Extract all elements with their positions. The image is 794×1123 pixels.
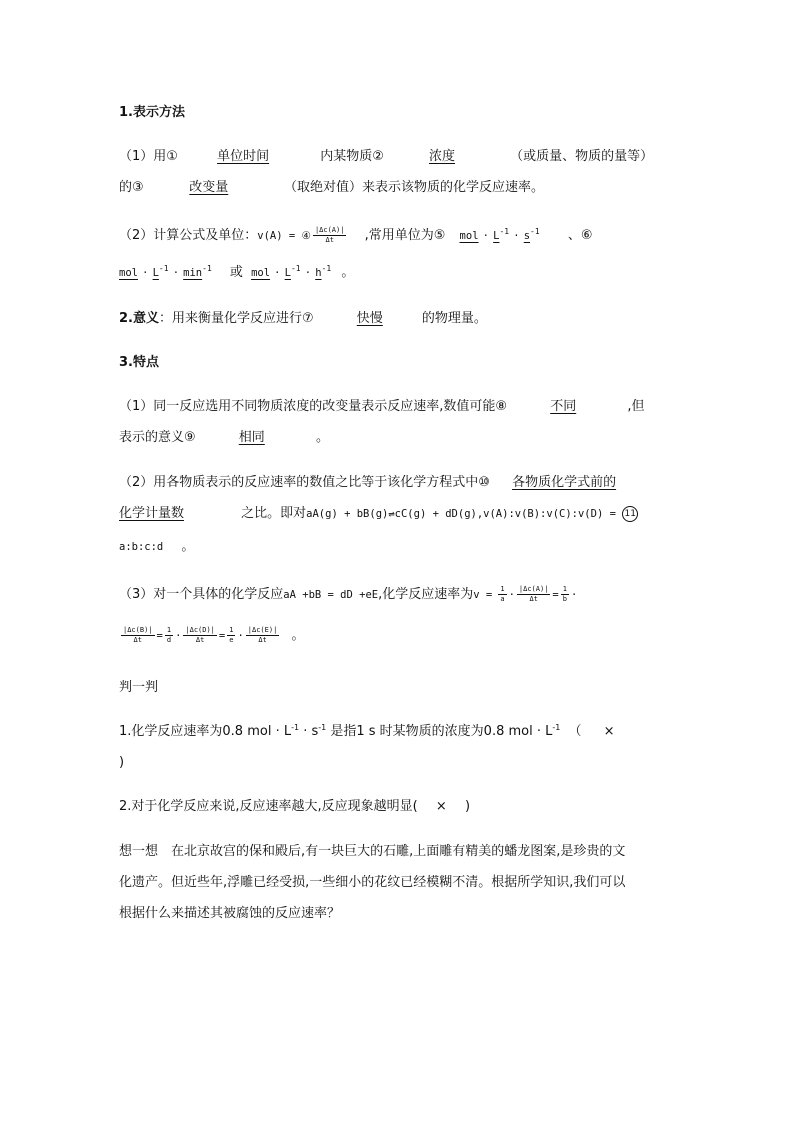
text: （取绝对值）来表示该物质的化学反应速率。 <box>283 180 544 195</box>
denominator: b <box>562 595 567 603</box>
sec1-p2b <box>119 264 354 283</box>
dot: · <box>570 589 578 601</box>
sec3-p3 <box>119 585 577 604</box>
exponent: -1 <box>530 227 540 236</box>
fraction <box>227 626 235 645</box>
text: ,但 <box>627 399 645 414</box>
text: （3）对一个具体的化学反应 <box>119 587 284 602</box>
text: ) <box>464 799 471 814</box>
formula: v(A) = ④ <box>257 230 311 242</box>
text: 内某物质② <box>320 149 384 164</box>
text: 的物理量。 <box>421 311 487 326</box>
text: 。 <box>181 539 195 554</box>
fraction <box>517 585 551 604</box>
numerator: |Δc(D)| <box>185 626 215 634</box>
exponent: -1 <box>321 264 332 273</box>
exponent: -1 <box>290 264 301 273</box>
blank-3: 改变量 <box>189 180 229 195</box>
dot: · <box>508 589 515 601</box>
sec1-p2 <box>119 226 592 246</box>
judge-q2 <box>119 798 470 816</box>
numerator: 1 <box>166 626 172 634</box>
fraction <box>498 585 506 604</box>
equation: aA(g) + bB(g)⇌cC(g) + dD(g),v(A):v(B):v(C):v(D) = <box>306 508 623 520</box>
fraction <box>246 626 280 645</box>
unit-h: h <box>315 267 322 279</box>
text: 表示的意义⑨ <box>119 430 196 445</box>
unit-s: s <box>523 230 531 242</box>
dot: · <box>482 230 489 242</box>
sec3-p2 <box>119 474 616 492</box>
text: 。 <box>341 265 355 280</box>
denominator: Δt <box>133 636 142 644</box>
numerator: 1 <box>229 626 234 634</box>
dot: · <box>175 630 182 642</box>
text: （ <box>568 724 582 739</box>
dot: · <box>237 630 244 642</box>
dot: · <box>172 267 180 279</box>
text: （1）同一反应选用不同物质浓度的改变量表示反应速率,数值可能⑧ <box>119 399 508 414</box>
dot: · <box>304 267 312 279</box>
unit-mol: mol <box>251 267 271 279</box>
text: · s <box>299 724 319 739</box>
judge-q1-close: ) <box>119 755 125 770</box>
fraction <box>165 626 173 645</box>
denominator: d <box>166 636 172 644</box>
exponent: -1 <box>158 264 169 273</box>
unit-L: L <box>152 267 159 279</box>
sec3-p3b <box>119 626 304 645</box>
text: ,常用单位为⑤ <box>364 228 446 243</box>
dot: · <box>274 267 281 279</box>
unit-L: L <box>493 230 500 242</box>
text: （2）用各物质表示的反应速率的数值之比等于该化学方程式中⑩ <box>119 475 490 490</box>
blank-9: 相同 <box>238 430 265 445</box>
fraction <box>121 626 155 645</box>
section-2-title: 2.意义 <box>119 311 159 326</box>
sec1-p1b <box>119 179 544 197</box>
fraction <box>313 226 347 245</box>
judge-q1 <box>119 723 615 742</box>
text: 或 <box>229 265 243 280</box>
sec1-p1 <box>119 148 653 166</box>
judge-title: 判一判 <box>119 680 159 695</box>
denominator: Δt <box>529 595 538 603</box>
denominator: Δt <box>195 636 205 644</box>
text: 2.对于化学反应来说,反应速率越大,反应现象越明显( <box>119 799 418 814</box>
unit-min: min <box>183 267 203 279</box>
ratio: a:b:c:d <box>119 541 164 553</box>
numerator: 1 <box>500 585 505 593</box>
dot: · <box>513 230 520 242</box>
sec3-p2b <box>119 505 638 523</box>
equals: = <box>552 589 559 601</box>
blank-1: 单位时间 <box>217 149 270 164</box>
v-label: v = <box>473 589 493 601</box>
sec3-p2c <box>119 538 194 556</box>
blank-10: 各物质化学式前的 <box>512 475 617 490</box>
denominator: Δt <box>258 636 267 644</box>
numerator: |Δc(A)| <box>518 585 549 593</box>
equals: = <box>156 630 163 642</box>
exponent: -1 <box>202 264 212 273</box>
section-3-title: 3.特点 <box>119 355 159 370</box>
text: ,化学反应速率为 <box>378 587 474 602</box>
exponent: -1 <box>318 723 327 732</box>
exponent: -1 <box>291 723 300 732</box>
equals: = <box>218 630 226 642</box>
think-line-1: 想一想 在北京故宫的保和殿后,有一块巨大的石雕,上面雕有精美的蟠龙图案,是珍贵的文 <box>119 844 626 859</box>
text: ：用来衡量化学反应进行⑦ <box>158 311 314 326</box>
sec2 <box>119 310 487 328</box>
exponent: -1 <box>499 227 510 236</box>
blank-10-cont: 化学计量数 <box>119 506 185 521</box>
text: 是指1 s 时某物质的浓度为0.8 mol · L <box>326 724 553 739</box>
exponent: -1 <box>552 723 561 732</box>
denominator: a <box>500 595 505 603</box>
think-line-2: 化遗产。但近些年,浮雕已经受损,一些细小的花纹已经模糊不清。根据所学知识,我们可以 <box>119 875 626 890</box>
text: （1）用① <box>119 149 178 164</box>
answer-mark: × <box>603 724 615 739</box>
text: （或质量、物质的量等） <box>510 149 654 164</box>
think-line-3: 根据什么来描述其被腐蚀的反应速率？ <box>119 906 341 921</box>
numerator: |Δc(A)| <box>314 226 345 234</box>
numerator: 1 <box>562 585 567 593</box>
numerator: |Δc(E)| <box>247 626 278 634</box>
fraction <box>183 626 217 645</box>
text: 、⑥ <box>567 228 593 243</box>
text: 的③ <box>119 180 144 195</box>
blank-7: 快慢 <box>356 311 383 326</box>
circled-number: 11 <box>622 506 638 522</box>
text: 之比。即对 <box>241 506 307 521</box>
sec3-p1b <box>119 429 329 447</box>
sec3-p1 <box>119 398 644 416</box>
text: （2）计算公式及单位： <box>119 228 258 243</box>
text: 。 <box>291 628 305 643</box>
section-1-title: 1.表示方法 <box>119 105 185 120</box>
unit-mol: mol <box>459 230 479 242</box>
blank-2: 浓度 <box>429 149 456 164</box>
equation: aA +bB = dD +eE <box>283 589 379 601</box>
blank-8: 不同 <box>550 399 577 414</box>
unit-L: L <box>284 267 291 279</box>
dot: · <box>142 267 149 279</box>
answer-mark: × <box>435 799 447 814</box>
text: 1.化学反应速率为0.8 mol · L <box>119 724 292 739</box>
numerator: |Δc(B)| <box>123 626 153 634</box>
fraction <box>561 585 569 604</box>
unit-mol: mol <box>119 267 138 279</box>
denominator: e <box>229 636 234 644</box>
denominator: Δt <box>325 236 334 244</box>
text: 。 <box>315 430 329 445</box>
